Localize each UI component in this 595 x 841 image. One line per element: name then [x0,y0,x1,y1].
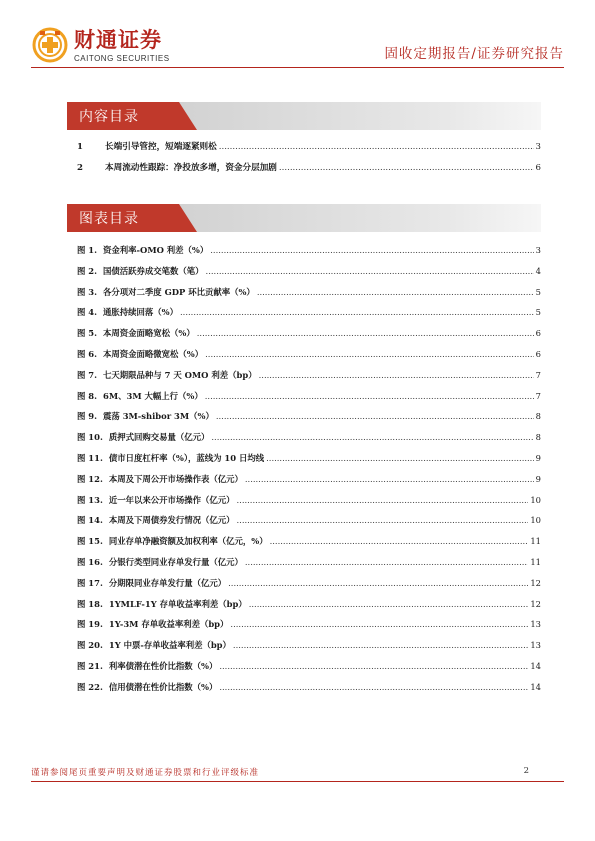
figure-entry-label: 6M、3M 大幅上行（%） [103,390,203,401]
figure-entry-label: 本周及下周公开市场操作表（亿元） [108,473,243,484]
figure-entry[interactable] [77,242,541,258]
figure-entry-label: 1Y-3M 存单收益率利差（bp） [108,619,229,630]
leader-dots [270,533,529,549]
figure-entry-label: 七天期限品种与 7 天 OMO 利差（bp） [103,369,257,380]
leader-dots [228,575,528,591]
figure-entry-number: 图 1. [77,245,98,255]
page-number: 2 [523,766,529,776]
figure-entry[interactable] [77,450,541,466]
figure-entry[interactable] [77,679,541,695]
leader-dots [245,471,534,487]
figure-entry-number: 图 15. [77,536,103,547]
figure-entry-label: 1Y 中票-存单收益率利差（bp） [108,640,231,651]
report-type-title: 固收定期报告/证券研究报告 [384,46,564,62]
contents-entry-page: 6 [535,163,541,173]
figure-entry-label: 同业存单净融资额及加权利率（亿元，%） [108,536,268,547]
leader-dots [279,160,534,176]
leader-dots [237,512,529,528]
leader-dots [216,408,534,424]
figure-entry-number: 图 20. [77,640,103,651]
leader-dots [206,263,534,279]
leader-dots [219,139,534,155]
leader-dots [233,637,528,653]
figure-entry-page: 3 [535,245,541,255]
figure-entry-label: 分期限同业存单发行量（亿元） [108,577,227,588]
leader-dots [205,346,534,362]
leader-dots [197,325,534,341]
figure-entry-page: 7 [535,369,541,380]
figure-entry-number: 图 10. [77,432,103,443]
figure-entry-page: 4 [535,265,541,276]
header-divider [31,67,564,68]
figure-entry-page: 14 [530,661,541,671]
figure-entry-page: 5 [535,286,541,297]
figure-entry-label: 通胀持续回落（%） [103,307,179,318]
logo-text: 财通证券 [74,28,162,52]
figure-entry-page: 10 [530,494,541,505]
figure-entry[interactable] [77,325,541,341]
figure-entry[interactable] [77,388,541,404]
footer-divider [31,781,564,782]
figure-entry[interactable] [77,471,541,487]
leader-dots [249,596,529,612]
leader-dots [205,388,534,404]
figure-entry-page: 6 [535,328,541,339]
contents-entry-page: 3 [535,142,541,152]
figure-entry-number: 图 22. [77,681,103,692]
figure-entry-page: 6 [535,349,541,359]
figure-entry-number: 图 9. [77,411,98,422]
figure-entry[interactable] [77,658,541,674]
figure-entry-label: 质押式回购交易量（亿元） [108,432,210,443]
leader-dots [266,450,534,466]
figure-entry[interactable] [77,408,541,424]
figure-entry-label: 债市日度杠杆率（%），蓝线为 10 日均线 [108,453,265,463]
figure-entry-page: 12 [530,577,541,588]
figure-entry-number: 图 5. [77,328,98,339]
figure-entry-page: 11 [530,557,541,567]
figure-entry[interactable] [77,492,541,508]
figure-entry-label: 国债活跃券成交笔数（笔） [103,265,204,276]
figure-entry-page: 14 [530,681,541,692]
figure-entry-label: 本周资金面略微宽松（%） [103,349,204,359]
figure-entry[interactable] [77,284,541,300]
footer-disclaimer: 谨请参阅尾页重要声明及财通证券股票和行业评级标准 [31,768,260,778]
figure-entry-label: 资金利率-OMO 利差（%） [103,245,209,255]
leader-dots [245,554,528,570]
figure-entry-page: 13 [530,640,541,651]
figure-entry-number: 图 8. [77,390,98,401]
figure-entry[interactable] [77,429,541,445]
logo-mark-icon [32,27,68,63]
leader-dots [237,492,529,508]
figure-entry-number: 图 11. [77,453,103,463]
figure-entry-label: 利率债潜在性价比指数（%） [108,661,218,671]
figure-entry-number: 图 17. [77,577,103,588]
figure-entry-page: 7 [535,390,541,401]
figure-entry[interactable] [77,533,541,549]
contents-entry-label: 本周流动性跟踪：净投放多增，资金分层加剧 [105,163,277,173]
figure-entry-page: 9 [535,473,541,484]
figure-entry-number: 图 21. [77,661,103,671]
figure-entry-label: 各分项对二季度 GDP 环比贡献率（%） [103,286,255,297]
leader-dots [180,304,534,320]
figure-entry-number: 图 7. [77,369,98,380]
figure-entry[interactable] [77,616,541,632]
figure-entry[interactable] [77,512,541,528]
leader-dots [259,367,534,383]
figures-banner [67,204,541,232]
contents-entry[interactable] [77,160,541,176]
figure-entry[interactable] [77,575,541,591]
figure-entry[interactable] [77,554,541,570]
figure-entry-label: 本周资金面略宽松（%） [103,328,195,339]
figure-entry[interactable] [77,637,541,653]
logo-subtext: CAITONG SECURITIES [74,54,170,63]
figure-entry-number: 图 19. [77,619,103,630]
figure-entry-number: 图 3. [77,286,98,297]
leader-dots [257,284,534,300]
figure-entry[interactable] [77,367,541,383]
figure-entry-label: 震荡 3M-shibor 3M（%） [103,411,214,422]
contents-heading: 内容目录 [79,109,139,125]
figure-entry-label: 本周及下周债券发行情况（亿元） [108,515,235,526]
figure-entry-number: 图 6. [77,349,98,359]
leader-dots [230,616,528,632]
contents-entry-number: 2 [77,163,83,173]
figure-entry-label: 近一年以来公开市场操作（亿元） [108,494,235,505]
figure-entry-number: 图 13. [77,494,103,505]
figure-entry[interactable] [77,263,541,279]
figure-entry-number: 图 16. [77,557,103,567]
contents-entry-number: 1 [77,142,83,152]
figure-entry-page: 8 [535,411,541,422]
figure-entry-number: 图 14. [77,515,103,526]
figure-entry[interactable] [77,596,541,612]
figure-entry-page: 10 [530,515,541,526]
figure-entry-page: 5 [535,307,541,318]
figure-entry-page: 12 [530,598,541,609]
contents-entry-label: 长端引导管控，短端逐紧则松 [105,142,217,152]
figure-entry-number: 图 2. [77,265,98,276]
leader-dots [219,658,528,674]
figure-entry-number: 图 18. [77,598,103,609]
leader-dots [219,679,528,695]
figure-entry-page: 8 [535,432,541,443]
figures-heading: 图表目录 [79,211,139,227]
figure-entry-label: 1YMLF-1Y 存单收益率利差（bp） [108,598,247,609]
figure-entry[interactable] [77,304,541,320]
figure-entry-number: 图 4. [77,307,98,318]
figure-entry-label: 分银行类型同业存单发行量（亿元） [108,557,243,567]
figure-entry[interactable] [77,346,541,362]
figure-entry-page: 11 [530,536,541,547]
leader-dots [211,429,533,445]
figure-entry-page: 13 [530,619,541,630]
figure-entry-page: 9 [535,453,541,463]
figure-entry-number: 图 12. [77,473,103,484]
contents-banner [67,102,541,130]
leader-dots [210,242,533,258]
figure-entry-label: 信用债潜在性价比指数（%） [108,681,218,692]
contents-entry[interactable] [77,139,541,155]
